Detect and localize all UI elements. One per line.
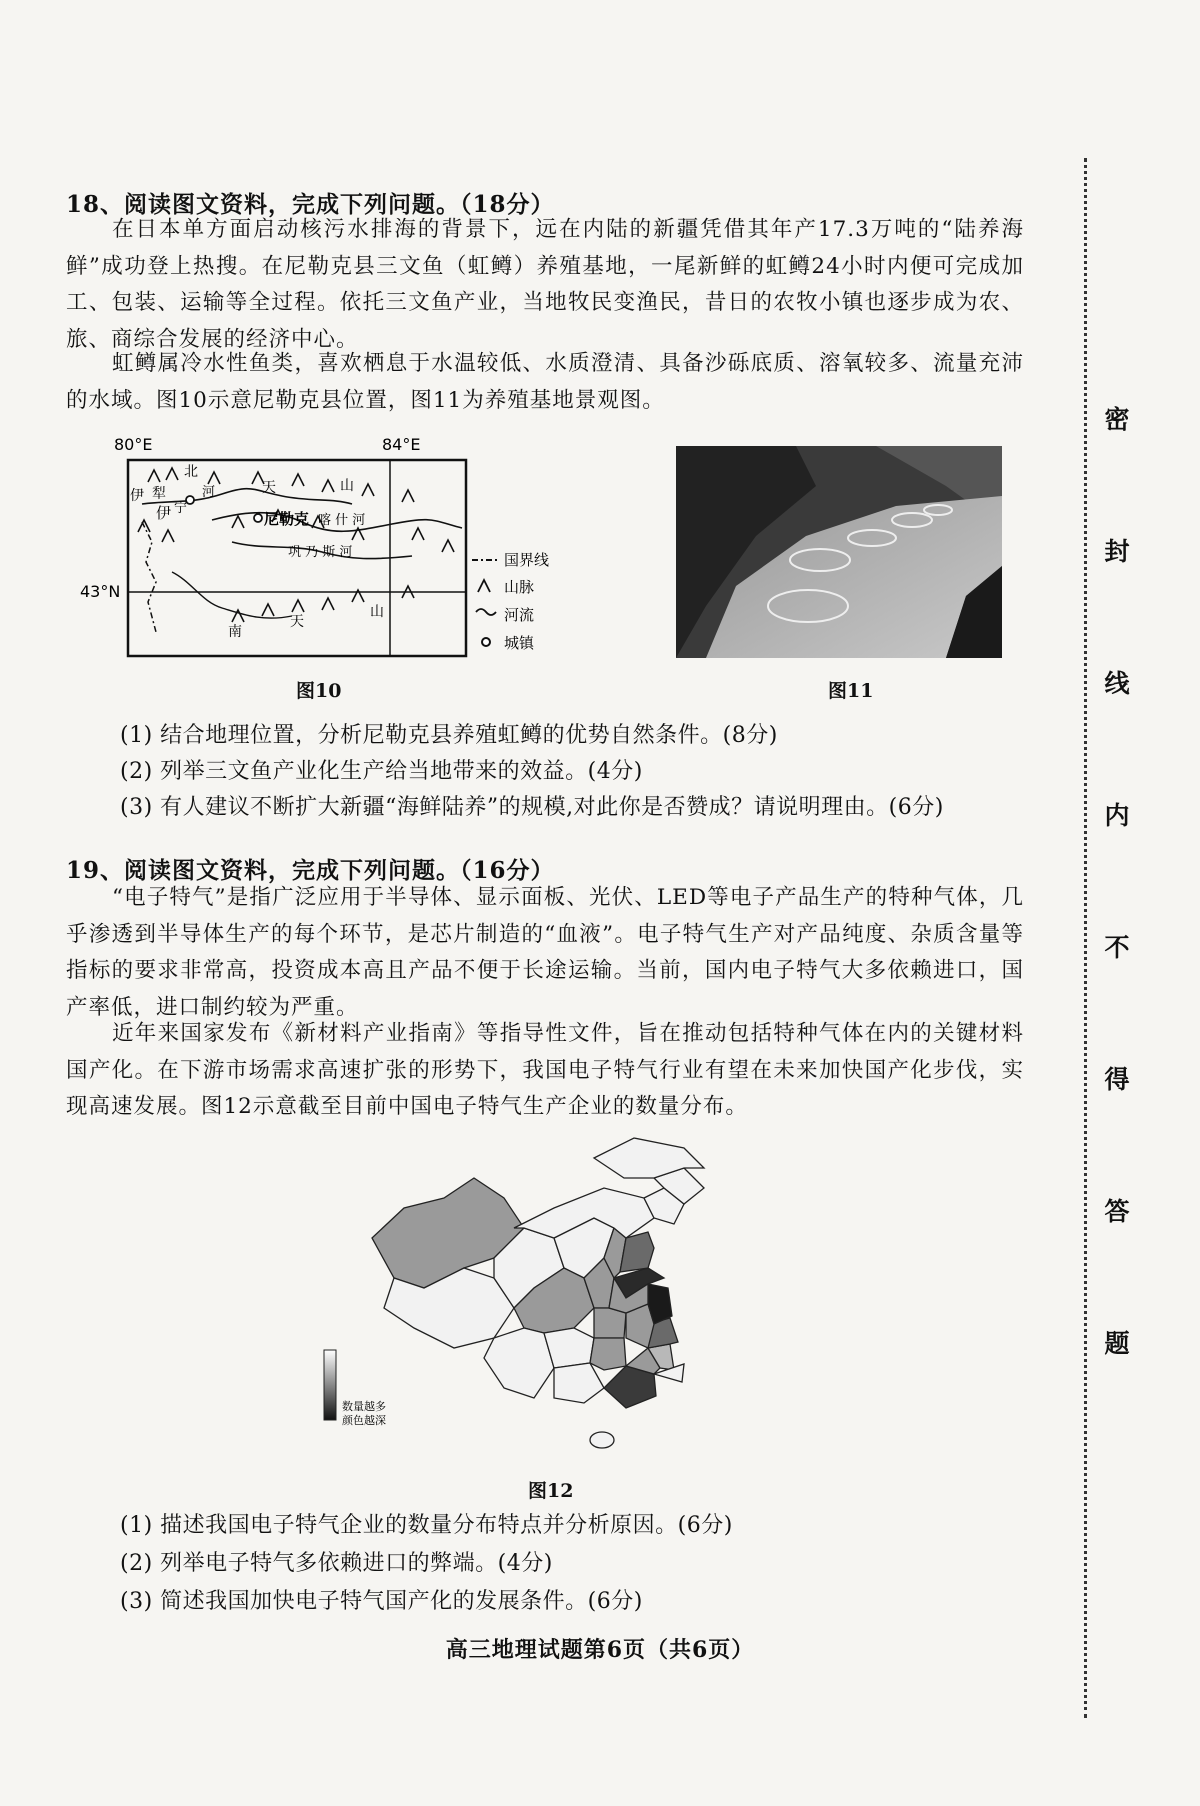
legend-town-icon [482, 638, 490, 646]
label-tian-2: 天 [290, 614, 304, 630]
legend-town-label: 城镇 [504, 634, 535, 652]
figure-12-caption: 图12 [528, 1480, 574, 1502]
legend-river-icon [476, 609, 496, 615]
figure-10-map [80, 432, 592, 664]
legend-text-2: 颜色越深 [342, 1414, 386, 1427]
seal-char: 答 [1104, 1197, 1130, 1226]
province-hubei [594, 1308, 626, 1338]
province-hainan [590, 1432, 614, 1448]
seal-char: 内 [1104, 801, 1130, 830]
seal-warning-text [1097, 400, 1137, 1360]
q18-question-1: (1) 结合地理位置，分析尼勒克县养殖虹鳟的优势自然条件。(8分) [120, 723, 778, 748]
town-yining [186, 496, 194, 504]
province-yunnan [484, 1328, 554, 1398]
label-kashi-river: 喀 什 河 [318, 513, 366, 528]
seal-char: 题 [1104, 1329, 1130, 1358]
figure-12-map [342, 1138, 764, 1468]
q19-question-3: (3) 简述我国加快电子特气国产化的发展条件。(6分) [120, 1589, 643, 1614]
seal-char: 不 [1104, 933, 1130, 962]
seal-char: 封 [1104, 537, 1130, 566]
q18-question-2: (2) 列举三文鱼产业化生产给当地带来的效益。(4分) [120, 759, 643, 784]
legend-mountain-icon [478, 580, 490, 592]
province-guangxi [554, 1363, 604, 1403]
legend-gradient-bar [324, 1350, 336, 1420]
q19-title: 19、阅读图文资料，完成下列问题。（16分） [66, 857, 555, 884]
label-tian-1: 天 [262, 480, 276, 496]
label-bei: 北 [184, 464, 198, 480]
q18-paragraph-1: 在日本单方面启动核污水排海的背景下，远在内陆的新疆凭借其年产17.3万吨的“陆养海鲜”成功登上热搜。在尼勒克县三文鱼（虹鳟）养殖基地，一尾新鲜的虹鳟24小时内便可完成加工、包装、运输等全过程。依托三文鱼产业，当地牧民变渔民，昔日的农牧小镇也逐步成为农、旅、商综合发展的经济中心。 [66, 217, 1024, 352]
q18-paragraph-2: 虹鳟属冷水性鱼类，喜欢栖息于水温较低、水质澄清、具备沙砾底质、溶氧较多、流量充沛的水域。图10示意尼勒克县位置，图11为养殖基地景观图。 [66, 351, 1024, 413]
seal-char: 得 [1104, 1065, 1130, 1094]
legend-mountain-label: 山脉 [504, 578, 535, 596]
legend-text-1: 数量越多 [342, 1400, 386, 1413]
label-shan: 山 [340, 478, 354, 494]
figure-10-caption: 图10 [296, 680, 342, 702]
label-li: 犁 [152, 486, 166, 502]
q19-question-2: (2) 列举电子特气多依赖进口的弊端。(4分) [120, 1551, 553, 1576]
seal-char: 线 [1104, 669, 1130, 698]
lon-label-left: 80°E [114, 435, 153, 454]
label-shan-2: 山 [370, 604, 384, 620]
figure-11-caption: 图11 [828, 680, 874, 702]
legend-river-label: 河流 [504, 606, 535, 624]
label-he: 河 [202, 485, 216, 500]
town-nileke [254, 514, 262, 522]
label-yi: 伊 [130, 488, 144, 504]
label-gongnaisi-river: 巩 乃 斯 河 [288, 545, 353, 560]
national-border [142, 522, 156, 632]
lon-label-right: 84°E [382, 435, 421, 454]
lat-label: 43°N [80, 582, 121, 601]
q18-title: 18、阅读图文资料，完成下列问题。（18分） [66, 191, 555, 218]
q18-question-3: (3) 有人建议不断扩大新疆“海鲜陆养”的规模,对此你是否赞成？请说明理由。(6分) [120, 795, 944, 820]
q19-question-1: (1) 描述我国电子特气企业的数量分布特点并分析原因。(6分) [120, 1513, 733, 1538]
label-nileke: 尼勒克 [264, 510, 310, 528]
province-jiangsu [648, 1284, 672, 1324]
label-ning: 宁 [174, 501, 188, 516]
river-south [172, 572, 292, 618]
china-provinces [372, 1138, 704, 1448]
label-yining: 伊 [156, 504, 172, 522]
page-footer: 高三地理试题第6页（共6页） [445, 1637, 755, 1663]
seal-dotted-line [1084, 158, 1087, 1718]
q19-paragraph-2: 近年来国家发布《新材料产业指南》等指导性文件，旨在推动包括特种气体在内的关键材料国产化。在下游市场需求高速扩张的形势下，我国电子特气行业有望在未来加快国产化步伐，实现高速发展。图12示意截至目前中国电子特气生产企业的数量分布。 [66, 1021, 1024, 1119]
province-hunan [590, 1338, 626, 1370]
legend-border-label: 国界线 [504, 551, 550, 569]
map-legend [472, 551, 549, 652]
label-nan: 南 [228, 624, 242, 640]
q19-paragraph-1: “电子特气”是指广泛应用于半导体、显示面板、光伏、LED等电子产品生产的特种气体，几乎渗透到半导体生产的每个环节，是芯片制造的“血液”。电子特气生产对产品纯度、杂质含量等指标的要求非常高，投资成本高且产品不便于长途运输。当前，国内电子特气大多依赖进口，国产率低，进口制约较为严重。 [66, 885, 1024, 1020]
seal-char: 密 [1104, 405, 1130, 434]
figure-11-photo [676, 446, 1002, 658]
